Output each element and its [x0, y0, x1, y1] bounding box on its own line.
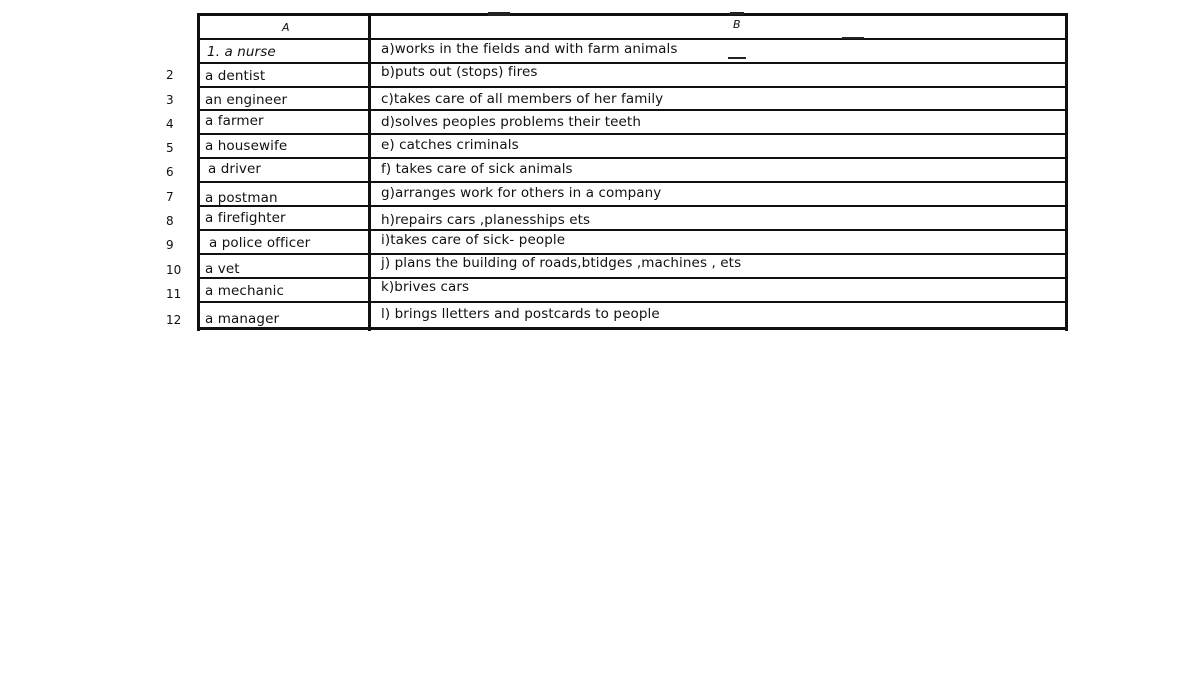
description-item: i)takes care of sick- people: [381, 232, 566, 248]
scan-mark: [488, 12, 510, 16]
table-rule: [197, 157, 1068, 159]
scan-mark: [842, 37, 864, 39]
column-b-header: B: [733, 18, 741, 31]
table-rule: [197, 62, 1068, 64]
occupation-item: a farmer: [205, 113, 264, 129]
occupation-item: a postman: [205, 190, 278, 206]
row-number: 2: [166, 68, 174, 82]
description-item: f) takes care of sick animals: [381, 161, 573, 177]
table-rule: [197, 13, 1068, 16]
table-rule: [197, 205, 1068, 207]
occupation-item: an engineer: [205, 92, 288, 108]
table-rule: [197, 277, 1068, 279]
table-rule: [197, 301, 1068, 303]
column-a-header: A: [282, 21, 290, 34]
description-item: g)arranges work for others in a company: [381, 185, 662, 201]
row-number: 10: [166, 263, 182, 277]
table-rule: [197, 229, 1068, 231]
description-item: k)brives cars: [381, 279, 470, 295]
occupation-item: a police officer: [209, 235, 311, 251]
occupation-item: a manager: [205, 311, 280, 327]
description-item: a)works in the fields and with farm animals: [381, 41, 678, 57]
description-item: h)repairs cars ,planesships ets: [381, 212, 591, 228]
row-number: 3: [166, 93, 174, 107]
table-rule: [197, 38, 1068, 40]
table-rule: [197, 133, 1068, 135]
description-item: b)puts out (stops) fires: [381, 64, 538, 80]
row-number: 9: [166, 238, 174, 252]
row-number: 5: [166, 141, 174, 155]
table-rule: [197, 86, 1068, 88]
description-item: c)takes care of all members of her family: [381, 91, 664, 107]
row-number: 6: [166, 165, 174, 179]
occupation-item: a dentist: [205, 68, 266, 84]
column-divider: [368, 13, 371, 331]
row-number: 7: [166, 190, 174, 204]
table-rule: [197, 327, 1068, 330]
occupation-item: 1. a nurse: [207, 44, 276, 60]
scan-mark: [730, 12, 744, 15]
description-item: d)solves peoples problems their teeth: [381, 114, 641, 130]
description-item: l) brings lletters and postcards to people: [381, 306, 660, 322]
row-number: 12: [166, 313, 182, 327]
description-item: e) catches criminals: [381, 137, 519, 153]
description-item: j) plans the building of roads,btidges ,machines , ets: [381, 255, 742, 271]
scan-mark: [728, 57, 746, 59]
row-number: 11: [166, 287, 182, 301]
occupation-item: a housewife: [205, 138, 288, 154]
occupation-item: a mechanic: [205, 283, 285, 299]
matching-table: [197, 13, 1068, 331]
occupation-item: a firefighter: [205, 210, 286, 226]
table-rule: [197, 181, 1068, 183]
row-number: 4: [166, 117, 174, 131]
row-number: 8: [166, 214, 174, 228]
occupation-item: a vet: [205, 261, 240, 277]
table-rule: [197, 109, 1068, 111]
occupation-item: a driver: [208, 161, 262, 177]
